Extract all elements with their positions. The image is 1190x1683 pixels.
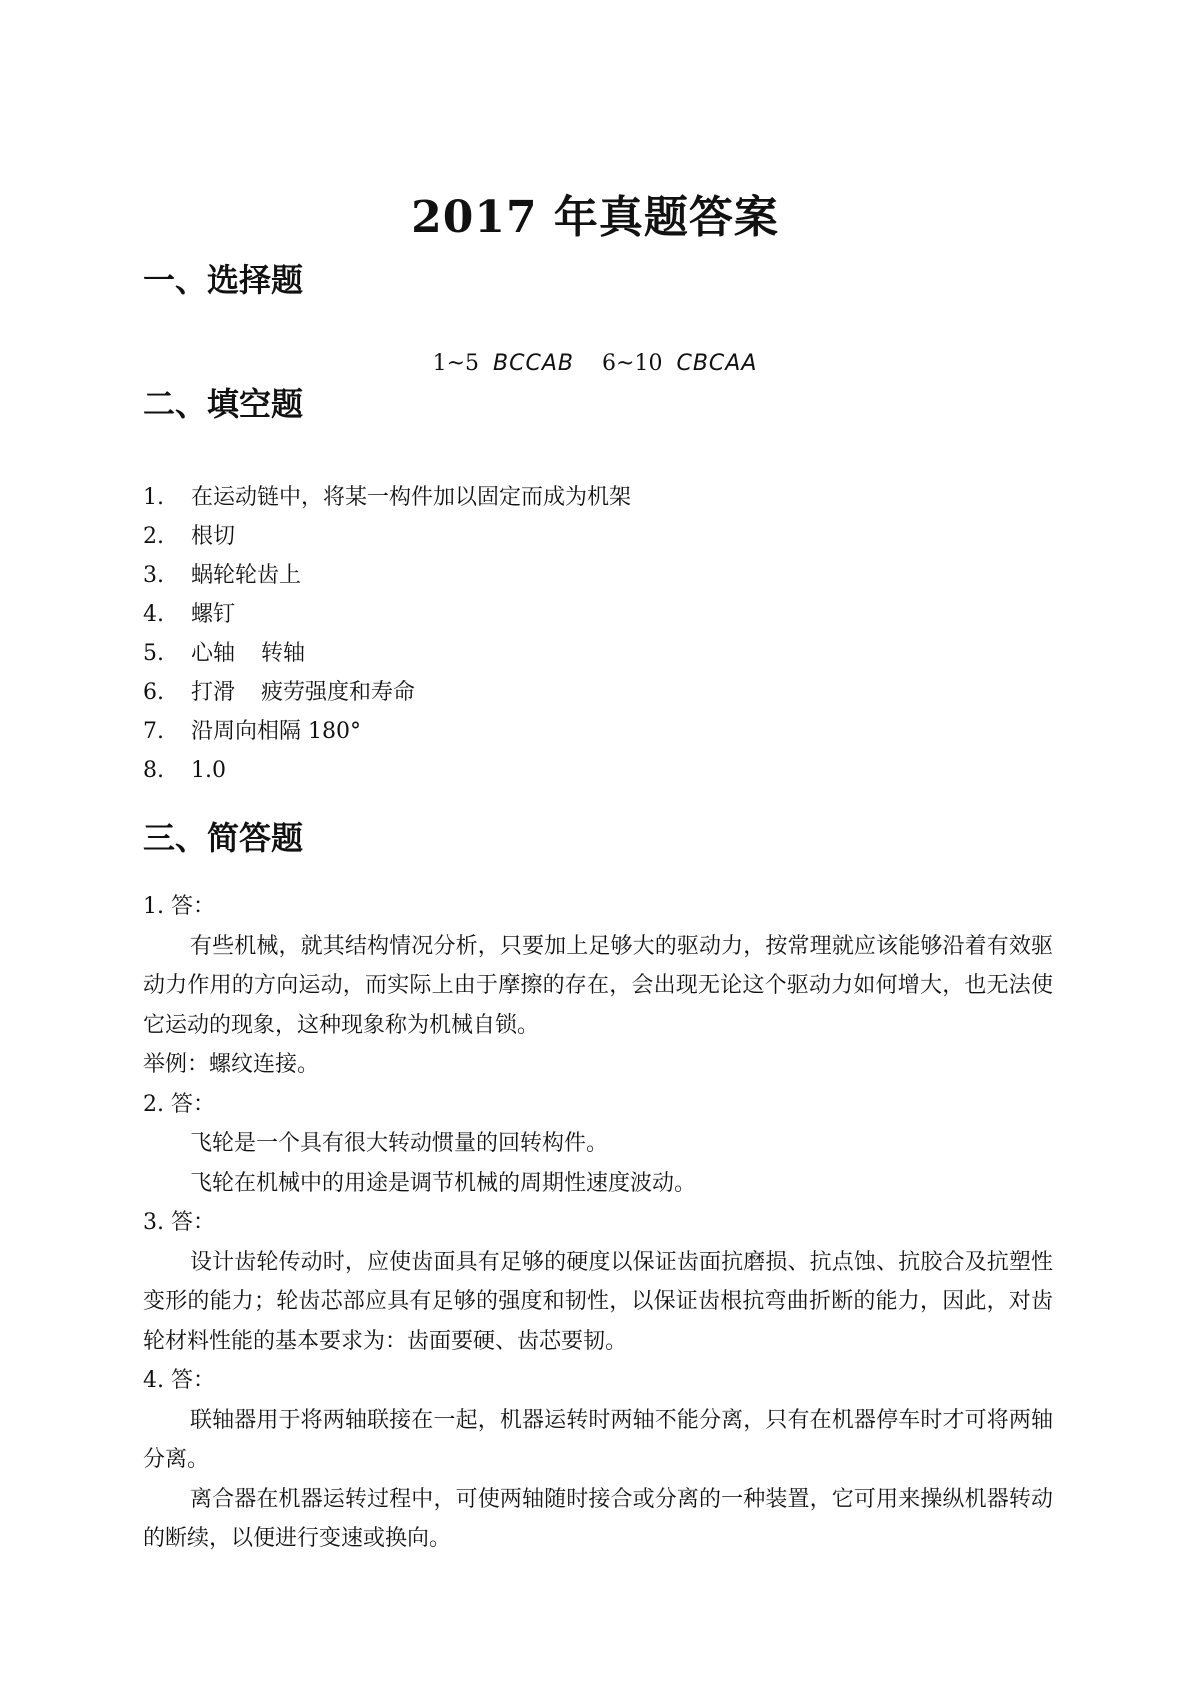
answer-4-paragraph-2: 离合器在机器运转过程中，可使两轴随时接合或分离的一种装置，它可用来操纵机器转动的断续，以便进行变速或换向。 bbox=[143, 1486, 1053, 1551]
answer-4-paragraph-1: 联轴器用于将两轴联接在一起，机器运转时两轴不能分离，只有在机器停车时才可将两轴分离。 bbox=[143, 1407, 1053, 1472]
choice-range-2: 6~10 bbox=[602, 351, 663, 376]
list-item bbox=[143, 634, 1063, 673]
item-text: 心轴 bbox=[191, 641, 236, 666]
answer-label-4: 4. 答： bbox=[143, 1368, 215, 1393]
answer-1-example: 举例：螺纹连接。 bbox=[143, 1052, 320, 1077]
choice-range-1: 1~5 bbox=[432, 351, 480, 376]
answer-2-paragraph-1: 飞轮是一个具有很大转动惯量的回转构件。 bbox=[190, 1131, 609, 1156]
list-item bbox=[143, 478, 1063, 517]
item-number: 7. bbox=[143, 719, 164, 744]
item-text-second: 转轴 bbox=[261, 641, 306, 666]
answer-2-paragraph-2: 飞轮在机械中的用途是调节机械的周期性速度波动。 bbox=[190, 1170, 697, 1196]
list-item bbox=[143, 712, 1063, 751]
item-text: 在运动链中，将某一构件加以固定而成为机架 bbox=[191, 485, 632, 510]
item-text: 打滑 bbox=[191, 680, 236, 705]
page-title: 2017 年真题答案 bbox=[411, 192, 779, 243]
list-item bbox=[143, 751, 1063, 790]
item-number: 1. bbox=[143, 485, 164, 510]
item-text: 沿周向相隔 180° bbox=[191, 719, 361, 744]
choice-answers-2: CBCAA bbox=[676, 351, 758, 376]
fill-answer-list bbox=[143, 478, 1063, 790]
answer-label-1: 1. 答： bbox=[143, 894, 215, 919]
item-number: 8. bbox=[143, 758, 164, 783]
item-text: 1.0 bbox=[191, 758, 226, 783]
answer-label-3: 3. 答： bbox=[143, 1210, 215, 1235]
item-text: 螺钉 bbox=[191, 602, 236, 627]
item-number: 6. bbox=[143, 680, 164, 705]
item-number: 2. bbox=[143, 524, 164, 549]
item-text: 根切 bbox=[191, 524, 236, 549]
choice-answers bbox=[0, 348, 1190, 380]
item-text: 蜗轮轮齿上 bbox=[191, 563, 302, 588]
section-heading-short: 三、简答题 bbox=[143, 819, 304, 857]
answer-1-paragraph: 有些机械，就其结构情况分析，只要加上足够大的驱动力，按常理就应该能够沿着有效驱动力作用的方向运动，而实际上由于摩擦的存在，会出现无论这个驱动力如何增大，也无法使它运动的现象，这种现象称为机械自锁。 bbox=[143, 933, 1053, 1038]
list-item bbox=[143, 556, 1063, 595]
choice-answers-1: BCCAB bbox=[493, 351, 575, 376]
section-heading-choice: 一、选择题 bbox=[143, 261, 304, 299]
item-number: 3. bbox=[143, 563, 164, 588]
item-text-second: 疲劳强度和寿命 bbox=[261, 680, 416, 705]
short-answer-block bbox=[143, 887, 1053, 1559]
section-heading-fill: 二、填空题 bbox=[143, 385, 304, 423]
item-number: 5. bbox=[143, 641, 164, 666]
answer-3-paragraph: 设计齿轮传动时，应使齿面具有足够的硬度以保证齿面抗磨损、抗点蚀、抗胶合及抗塑性变形的能力；轮齿芯部应具有足够的强度和韧性，以保证齿根抗弯曲折断的能力，因此，对齿轮材料性能的基本要求为：齿面要硬、齿芯要韧。 bbox=[143, 1249, 1053, 1354]
list-item bbox=[143, 673, 1063, 712]
list-item bbox=[143, 595, 1063, 634]
list-item bbox=[143, 517, 1063, 556]
item-number: 4. bbox=[143, 602, 164, 627]
answer-label-2: 2. 答： bbox=[143, 1091, 215, 1117]
